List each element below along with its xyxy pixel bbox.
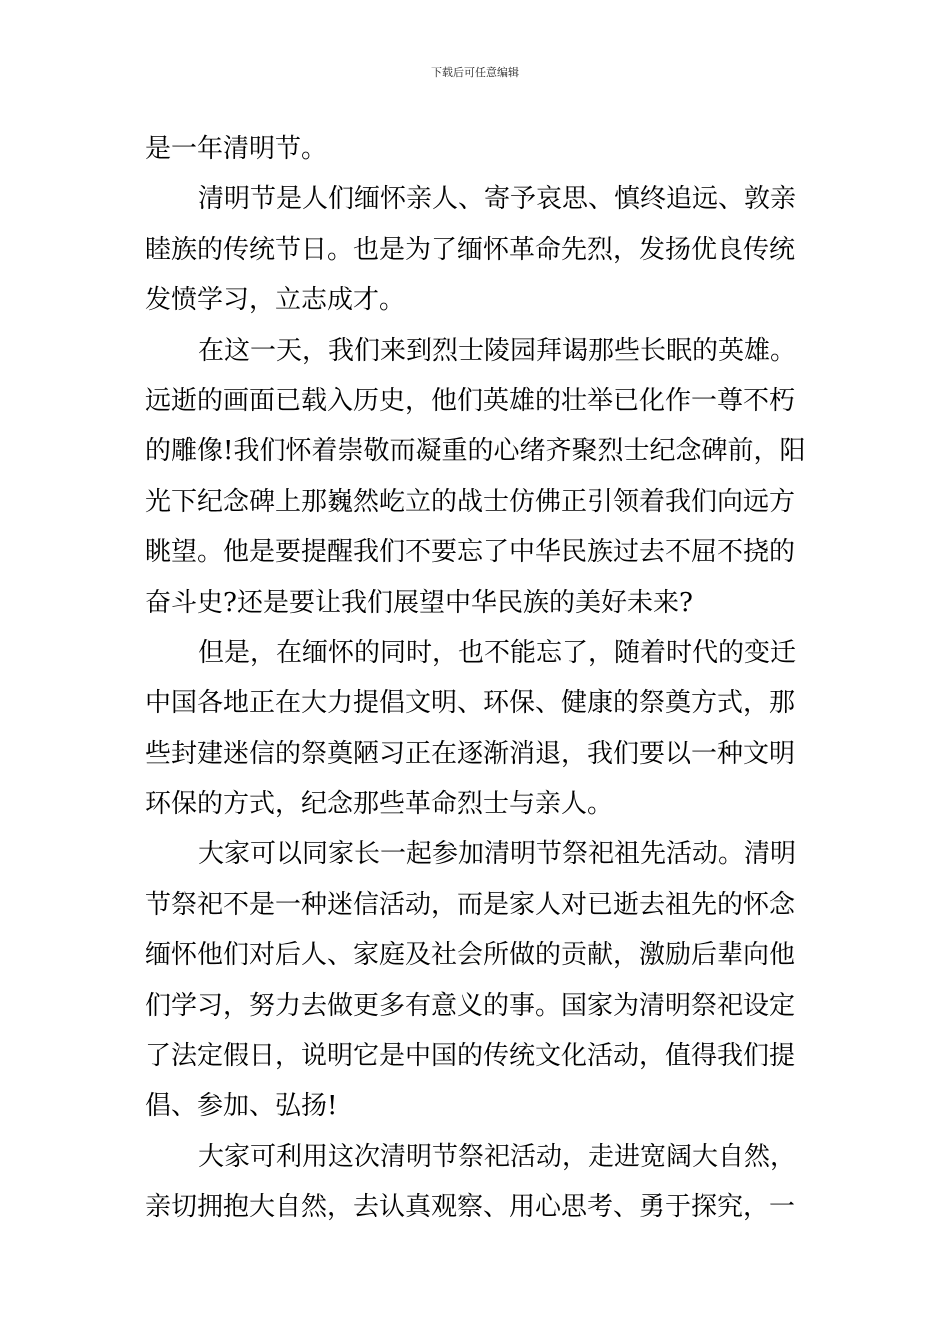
text-line: 环保的方式，纪念那些革命烈士与亲人。 — [145, 789, 614, 820]
text-line: 缅怀他们对后人、家庭及社会所做的贡献，激励后辈向他 — [145, 940, 796, 971]
page-header: 下载后可任意编辑 — [431, 66, 519, 79]
text-line: 倡、参加、弘扬! — [145, 1091, 338, 1122]
text-line: 节祭祀不是一种迷信活动，而是家人对已逝去祖先的怀念 — [145, 889, 796, 920]
text-line: 远逝的画面已载入历史，他们英雄的壮举已化作一尊不朽 — [145, 385, 796, 416]
text-line: 的雕像!我们怀着崇敬而凝重的心绪齐聚烈士纪念碑前，阳 — [145, 436, 806, 467]
text-line: 中国各地正在大力提倡文明、环保、健康的祭奠方式，那 — [145, 688, 796, 719]
paragraph-start-line: 大家可利用这次清明节祭祀活动，走进宽阔大自然， — [198, 1141, 797, 1172]
text-line: 眺望。他是要提醒我们不要忘了中华民族过去不屈不挠的 — [145, 537, 796, 568]
text-line: 亲切拥抱大自然，去认真观察、用心思考、勇于探究，一 — [145, 1192, 796, 1223]
text-line: 奋斗史?还是要让我们展望中华民族的美好未来? — [145, 587, 693, 618]
text-line: 们学习，努力去做更多有意义的事。国家为清明祭祀设定 — [145, 990, 796, 1021]
paragraph-start-line: 在这一天，我们来到烈士陵园拜谒那些长眠的英雄。 — [198, 335, 797, 366]
text-line: 发愤学习，立志成才。 — [145, 285, 406, 316]
text-line: 光下纪念碑上那巍然屹立的战士仿佛正引领着我们向远方 — [145, 486, 796, 517]
text-line: 是一年清明节。 — [145, 134, 328, 164]
paragraph-start-line: 大家可以同家长一起参加清明节祭祀祖先活动。清明 — [198, 839, 797, 870]
paragraph-start-line: 但是，在缅怀的同时，也不能忘了，随着时代的变迁 — [198, 637, 797, 668]
text-line: 了法定假日，说明它是中国的传统文化活动，值得我们提 — [145, 1041, 796, 1072]
text-line: 些封建迷信的祭奠陋习正在逐渐消退，我们要以一种文明 — [145, 738, 796, 769]
text-line: 睦族的传统节日。也是为了缅怀革命先烈，发扬优良传统 — [145, 234, 796, 265]
body-text — [145, 124, 805, 1233]
paragraph-start-line: 清明节是人们缅怀亲人、寄予哀思、慎终追远、敦亲 — [198, 184, 797, 215]
